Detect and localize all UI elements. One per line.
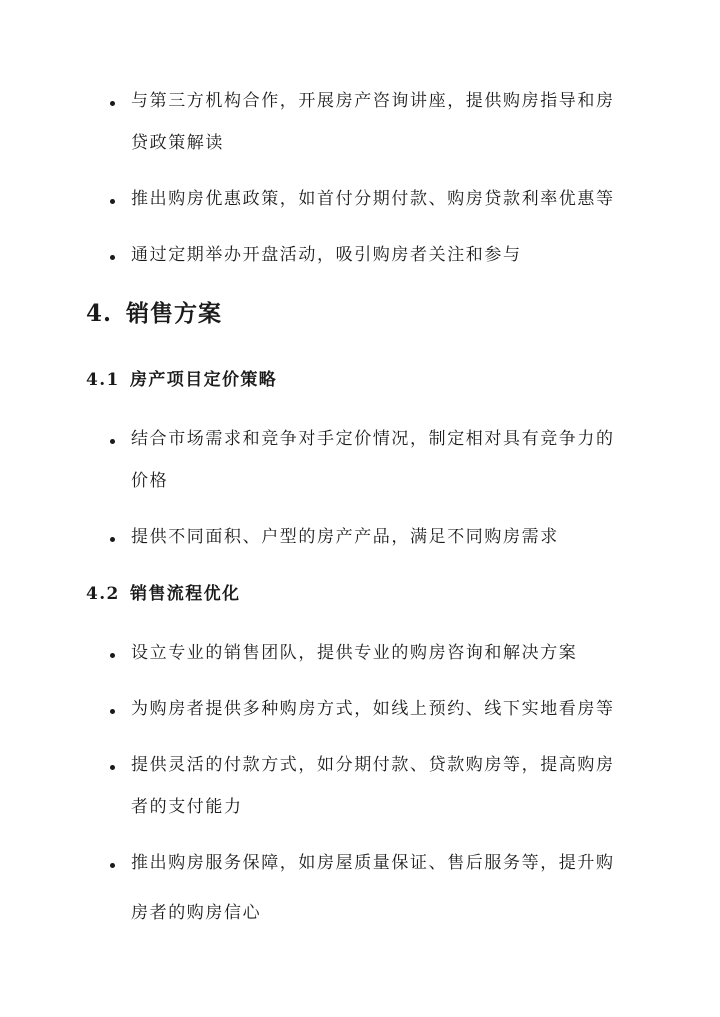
bullet-dot [110, 439, 115, 444]
bullet-dot [110, 709, 115, 714]
list-item-text: 价格 [131, 471, 169, 491]
subsection-title: 房产项目定价策略 [130, 370, 278, 390]
bullet-dot [110, 199, 115, 204]
section-heading [86, 301, 222, 327]
bullet-dot [110, 537, 115, 542]
bullet-dot [110, 863, 115, 868]
list-item-text: 提供灵活的付款方式，如分期付款、贷款购房等，提高购房 [131, 755, 615, 775]
bullet-dot [110, 101, 115, 106]
list-item-text: 推出购房优惠政策，如首付分期付款、购房贷款利率优惠等 [131, 189, 615, 209]
subsection-heading [86, 370, 277, 390]
subsection-number: 4.2 [86, 584, 120, 604]
list-item-text: 为购房者提供多种购房方式，如线上预约、线下实地看房等 [131, 699, 615, 719]
list-item-text: 房者的购房信心 [131, 903, 262, 923]
subsection-title: 销售流程优化 [130, 584, 241, 604]
section-number: 4. [86, 300, 113, 327]
bullet-dot [110, 653, 115, 658]
subsection-number: 4.1 [86, 370, 120, 390]
bullet-dot [110, 255, 115, 260]
subsection-heading [86, 584, 240, 604]
list-item-text: 者的支付能力 [131, 797, 243, 817]
list-item-text: 与第三方机构合作，开展房产咨询讲座，提供购房指导和房 [131, 91, 615, 111]
list-item-text: 贷政策解读 [131, 133, 224, 153]
list-item-text: 结合市场需求和竞争对手定价情况，制定相对具有竞争力的 [131, 429, 615, 449]
list-item-text: 提供不同面积、户型的房产产品，满足不同购房需求 [131, 527, 559, 547]
list-item-text: 设立专业的销售团队，提供专业的购房咨询和解决方案 [131, 643, 578, 663]
list-item-text: 通过定期举办开盘活动，吸引购房者关注和参与 [131, 245, 522, 265]
section-title: 销售方案 [126, 300, 222, 327]
bullet-dot [110, 765, 115, 770]
list-item-text: 推出购房服务保障，如房屋质量保证、售后服务等，提升购 [131, 853, 615, 873]
